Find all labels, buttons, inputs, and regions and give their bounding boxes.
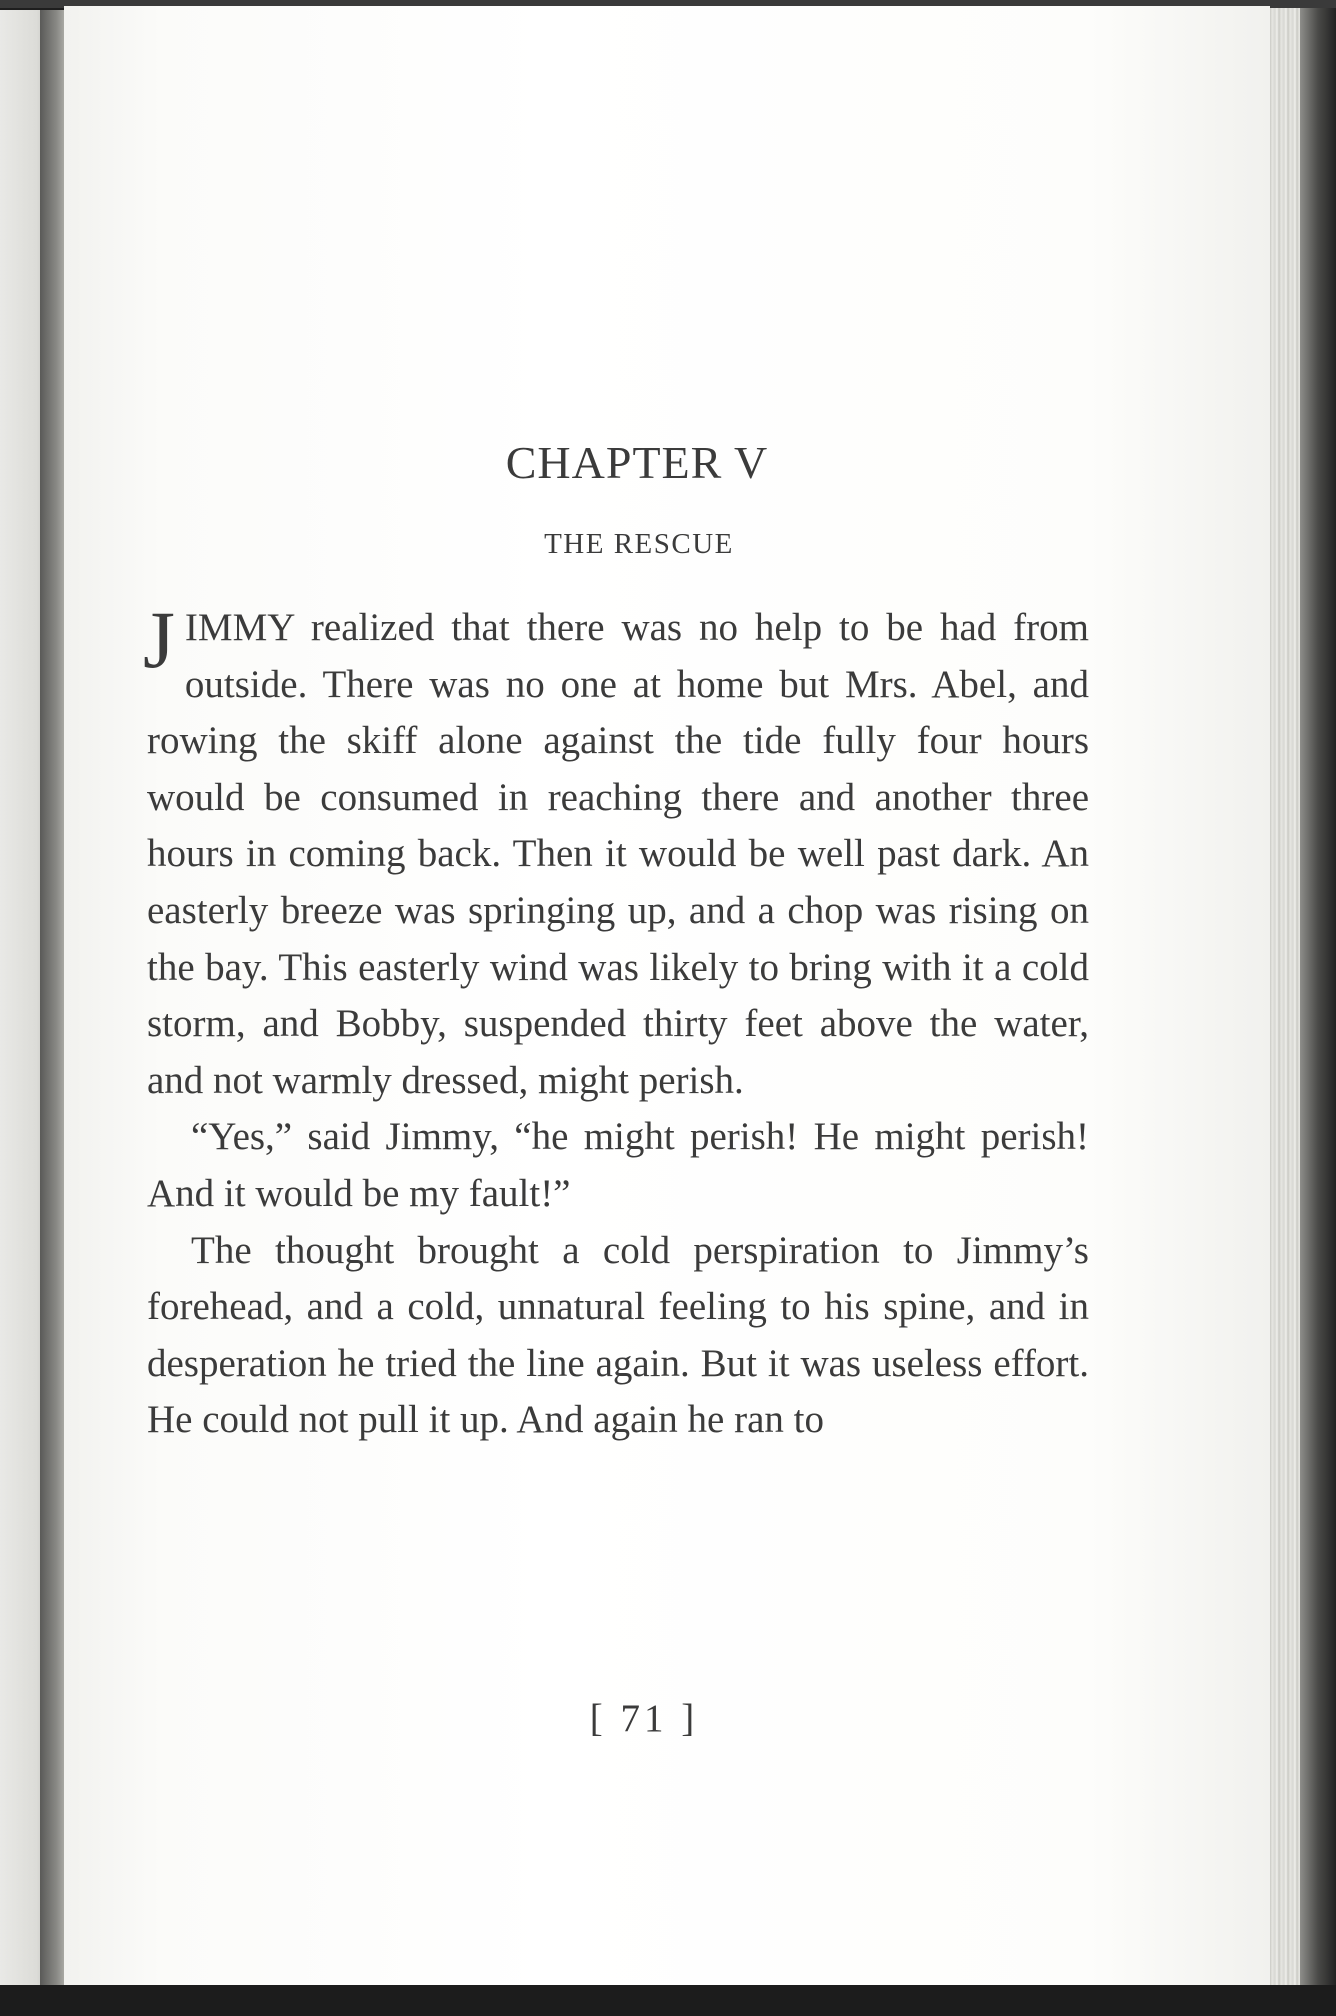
paragraph-1-text: IMMY realized that there was no help to be had from outside. There was no one at home but Mrs. Abel, and rowing the skiff alone against the tide fully four hours would be consumed in reaching there and another three hours in coming back. Then it would be well past dark. An easterly breeze was springing up, and a chop was rising on the bay. This easterly wind was likely to bring with it a cold storm, and Bobby, suspended thirty feet above the water, and not warmly dressed, might perish. bbox=[147, 606, 1089, 1102]
book-cover-edge bbox=[1300, 8, 1336, 2008]
chapter-subtitle: THE RESCUE bbox=[544, 528, 734, 560]
page-number: [ 71 ] bbox=[589, 1697, 699, 1740]
paragraph-3: The thought brought a cold perspiration to Jimmy’s forehead, and a cold, unnatural feeling to his spine, and in desperation he tried the line again. But it was useless effort. He could not pull it up. And again he ran to bbox=[147, 1228, 1089, 1442]
book-page bbox=[64, 6, 1270, 2002]
body-text bbox=[143, 594, 1089, 1449]
chapter-heading: CHAPTER V bbox=[505, 437, 769, 488]
scan-bottom-edge bbox=[0, 1985, 1336, 2016]
drop-cap: J bbox=[143, 594, 175, 685]
paragraph-2: “Yes,” said Jimmy, “he might perish! He might perish! And it would be my fault!” bbox=[147, 1115, 1089, 1215]
paragraph-1 bbox=[143, 594, 1089, 1109]
